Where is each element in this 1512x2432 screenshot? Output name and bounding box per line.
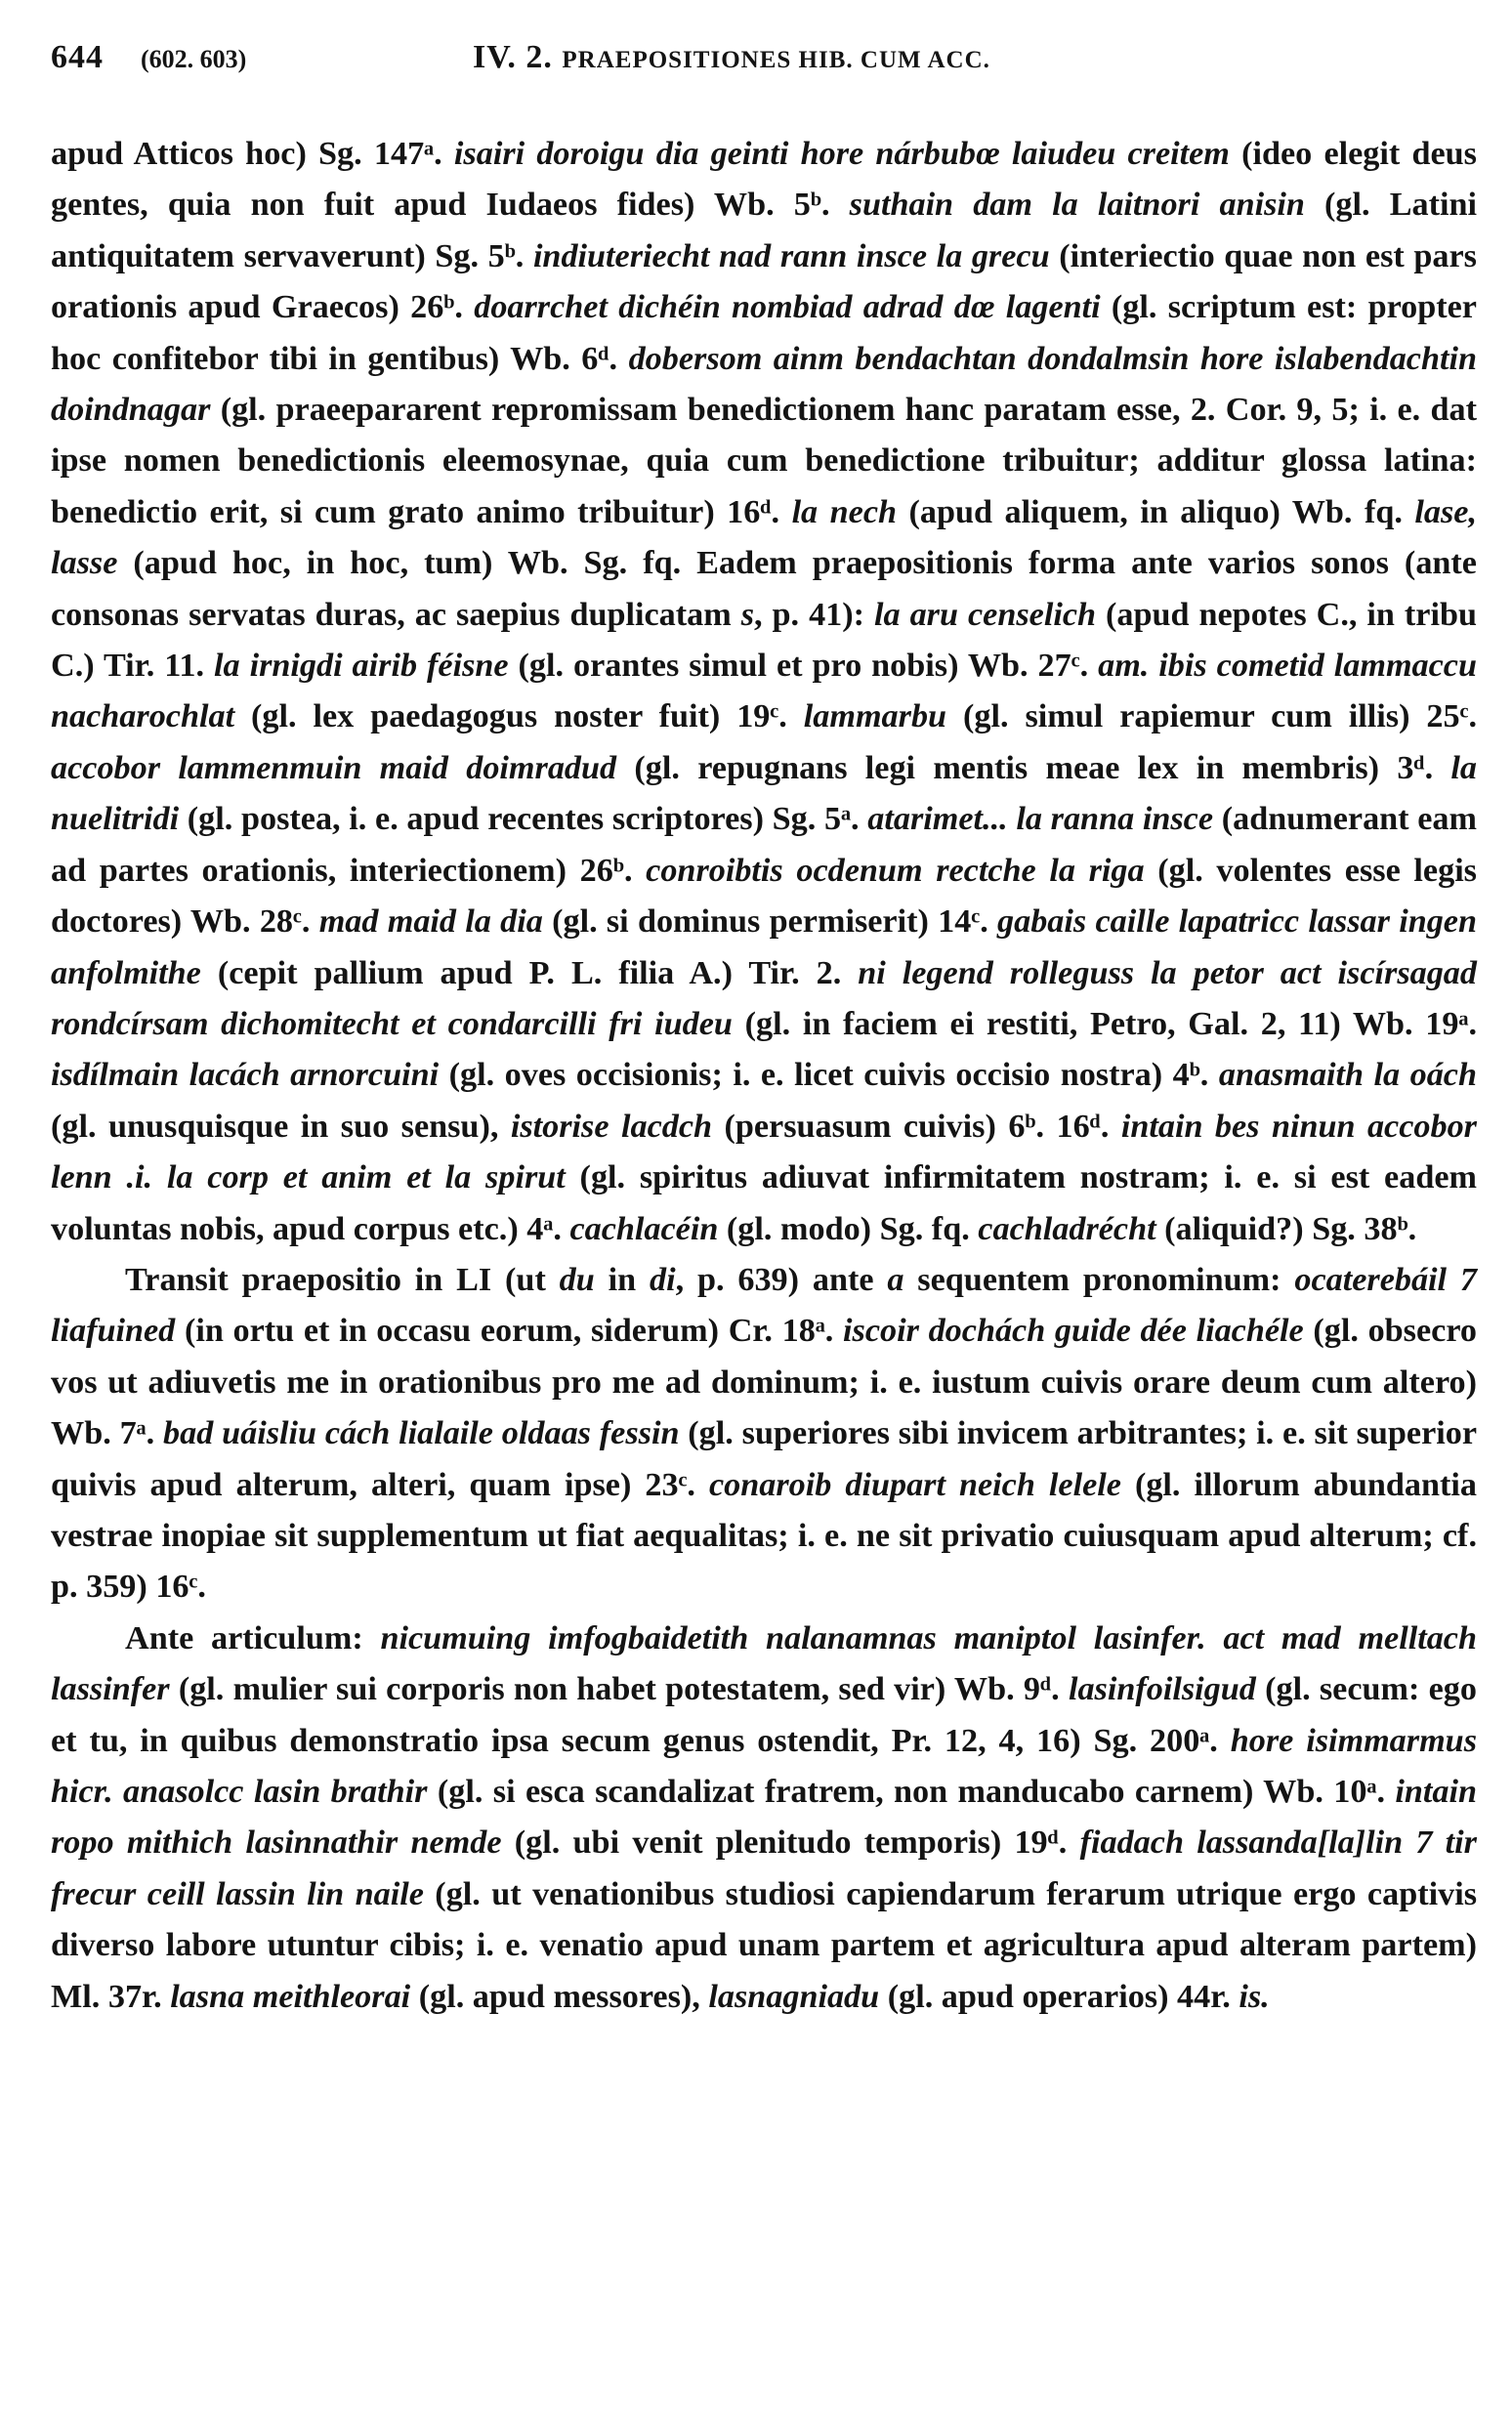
irish-gloss: lasnagniadu (708, 1978, 880, 2015)
irish-gloss: lasna meithleorai (170, 1978, 411, 2015)
irish-gloss: gabais caille lapatricc lassar ingen anfolmithe (51, 903, 1477, 991)
body-text (51, 129, 1477, 2023)
page-range: (602. 603) (141, 45, 247, 73)
irish-gloss: fiadach lassanda[la]lin 7 tir frecur ceill lassin lin naile (51, 1824, 1477, 1912)
irish-gloss: cachladrécht (978, 1210, 1156, 1247)
irish-gloss: indiuteriecht nad rann insce la grecu (532, 237, 1050, 274)
irish-gloss: suthain dam la laitnori anisin (849, 187, 1305, 224)
irish-gloss: dobersom ainm bendachtan dondalmsin hore islabendachtin doindnagar (51, 340, 1477, 429)
irish-gloss: ni legend rolleguss la petor act iscírsagad rondcírsam dichomitecht et condarcilli fri iudeu (51, 954, 1477, 1042)
irish-gloss: accobor lammenmuin maid doimradud (51, 749, 617, 786)
irish-gloss: mad maid la dia (318, 903, 543, 941)
irish-gloss: la irnigdi airib féisne (214, 648, 509, 685)
irish-gloss: du (559, 1261, 595, 1298)
running-title-numeral: IV. 2. (473, 39, 553, 75)
irish-gloss: anasmaith la oách (1218, 1057, 1477, 1094)
paragraph-2: Transit praepositio in LI (ut du in di, p. 639) ante a sequentem pronominum: ocaterebáil 7 liafuined (in ortu et in occasu eorum, siderum) Cr. 18ᵃ. iscoir dochách guide dée liachéle (gl. obsecro vos ut adiuvetis me in orationibus pro me ad dominum; i. e. iustum cuivis orare deum cum altero) Wb. 7ᵃ. bad uáisliu cách lialaile oldaas fessin (gl. superiores sibi invicem arbitrantes; i. e. sit superior quivis apud alterum, alteri, quam ipse) 23ᶜ. conaroib diupart neich lelele (gl. illorum abundantia vestrae inopiae sit supplementum ut fiat aequalitas; i. e. ne sit privatio cuiusquam apud alterum; cf. p. 359) 16ᶜ. (51, 1261, 1478, 1606)
running-title (473, 39, 990, 76)
irish-gloss: intain ropo mithich lasinnathir nemde (51, 1774, 1478, 1862)
irish-gloss: hore isimmarmus hicr. anasolcc lasin brathir (51, 1722, 1477, 1810)
irish-gloss: nicumuing imfogbaidetith nalanamnas maniptol lasinfer. act mad melltach lassinfer (51, 1619, 1477, 1708)
paragraph-1: apud Atticos hoc) Sg. 147ᵃ. isairi doroigu dia geinti hore nárbubœ laiudeu creitem (ideo elegit deus gentes, quia non fuit apud Iudaeos fides) Wb. 5ᵇ. suthain dam la laitnori anisin (gl. Latini antiquitatem servaverunt) Sg. 5ᵇ. indiuteriecht nad rann insce la grecu (interiectio quae non est pars orationis apud Graecos) 26ᵇ. doarrchet dichéin nombiad adrad dœ lagenti (gl. scriptum est: propter hoc confitebor tibi in gentibus) Wb. 6ᵈ. dobersom ainm bendachtan dondalmsin hore islabendachtin doindnagar (gl. praeepararent repromissam benedictionem hanc paratam esse, 2. Cor. 9, 5; i. e. dat ipse nomen benedictionis eleemosynae, quia cum benedictione tribuitur; additur glossa latina: benedictio erit, si cum grato animo tribuitur) 16ᵈ. la nech (apud aliquem, in aliquo) Wb. fq. lase, lasse (apud hoc, in hoc, tum) Wb. Sg. fq. Eadem praepositionis forma ante varios sonos (ante consonas servatas duras, ac saepius duplicatam s, p. 41): la aru censelich (apud nepotes C., in tribu C.) Tir. 11. la irnigdi airib féisne (gl. orantes simul et pro nobis) Wb. 27ᶜ. am. ibis cometid lammaccu nacharochlat (gl. lex paedagogus noster fuit) 19ᶜ. lammarbu (gl. simul rapiemur cum illis) 25ᶜ. accobor lammenmuin maid doimradud (gl. repugnans legi mentis meae lex in membris) 3ᵈ. la nuelitridi (gl. postea, i. e. apud recentes scriptores) Sg. 5ᵃ. atarimet... la ranna insce (adnumerant eam ad partes orationis, interiectionem) 26ᵇ. conroibtis ocdenum rectche la riga (gl. volentes esse legis doctores) Wb. 28ᶜ. mad maid la dia (gl. si dominus permiserit) 14ᶜ. gabais caille lapatricc lassar ingen anfolmithe (cepit pallium apud P. L. filia A.) Tir. 2. ni legend rolleguss la petor act iscírsagad rondcírsam dichomitecht et condarcilli fri iudeu (gl. in faciem ei restiti, Petro, Gal. 2, 11) Wb. 19ᵃ. isdílmain lacách arnorcuini (gl. oves occisionis; i. e. licet cuivis occisio nostra) 4ᵇ. anasmaith la oách (gl. unusquisque in suo sensu), istorise lacdch (persuasum cuivis) 6ᵇ. 16ᵈ. intain bes ninun accobor lenn .i. la corp et anim et la spirut (gl. spiritus adiuvat infirmitatem nostram; i. e. si est eadem voluntas nobis, apud corpus etc.) 4ᵃ. cachlacéin (gl. modo) Sg. fq. cachladrécht (aliquid?) Sg. 38ᵇ. (51, 136, 1478, 1247)
irish-gloss: conroibtis ocdenum rectche la riga (646, 852, 1145, 889)
irish-gloss: lase, lasse (51, 493, 1478, 582)
irish-gloss: istorise lacdch (510, 1108, 713, 1145)
irish-gloss: am. ibis cometid lammaccu nacharochlat (51, 648, 1477, 735)
irish-gloss: lammarbu (803, 698, 947, 735)
running-header (51, 39, 1477, 98)
irish-gloss: la nuelitridi (51, 749, 1477, 838)
paragraph-3: Ante articulum: nicumuing imfogbaidetith nalanamnas maniptol lasinfer. act mad melltach lassinfer (gl. mulier sui corporis non habet potestatem, sed vir) Wb. 9ᵈ. lasinfoilsigud (gl. secum: ego et tu, in quibus demonstratio ipsa secum genus ostendit, Pr. 12, 4, 16) Sg. 200ᵃ. hore isimmarmus hicr. anasolcc lasin brathir (gl. si esca scandalizat fratrem, non manducabo carnem) Wb. 10ᵃ. intain ropo mithich lasinnathir nemde (gl. ubi venit plenitudo temporis) 19ᵈ. fiadach lassanda[la]lin 7 tir frecur ceill lassin lin naile (gl. ut venationibus studiosi capiendarum ferarum utrique ergo captivis diverso labore utuntur cibis; i. e. venatio apud unam partem et agricultura apud alteram partem) Ml. 37r. lasna meithleorai (gl. apud messores), lasnagniadu (gl. apud operarios) 44r. is. (51, 1619, 1478, 2015)
irish-gloss: intain bes ninun accobor lenn .i. la corp et anim et la spirut (51, 1108, 1477, 1196)
irish-gloss: isairi doroigu dia geinti hore nárbubœ laiudeu creitem (453, 136, 1230, 172)
irish-gloss: la aru censelich (874, 596, 1097, 633)
irish-gloss: a (887, 1261, 904, 1298)
irish-gloss: atarimet... la ranna insce (867, 801, 1214, 838)
running-title-text: PRAEPOSITIONES HIB. CUM ACC. (562, 47, 990, 73)
irish-gloss: iscoir dochách guide dée liachéle (843, 1313, 1304, 1350)
irish-gloss: bad uáisliu cách lialaile oldaas fessin (163, 1415, 680, 1452)
irish-gloss: conaroib diupart neich lelele (709, 1466, 1121, 1503)
irish-gloss: lasinfoilsigud (1068, 1671, 1256, 1708)
irish-gloss: la nech (791, 493, 898, 530)
page-number: 644 (51, 39, 104, 75)
irish-gloss: ocaterebáil 7 liafuined (51, 1261, 1477, 1350)
irish-gloss: is. (1239, 1978, 1270, 2015)
irish-gloss: isdílmain lacách arnorcuini (51, 1057, 440, 1094)
irish-gloss: doarrchet dichéin nombiad adrad dœ lagenti (474, 289, 1101, 326)
irish-gloss: s (740, 596, 754, 633)
irish-gloss: cachlacéin (569, 1210, 719, 1247)
irish-gloss: di (649, 1261, 676, 1298)
